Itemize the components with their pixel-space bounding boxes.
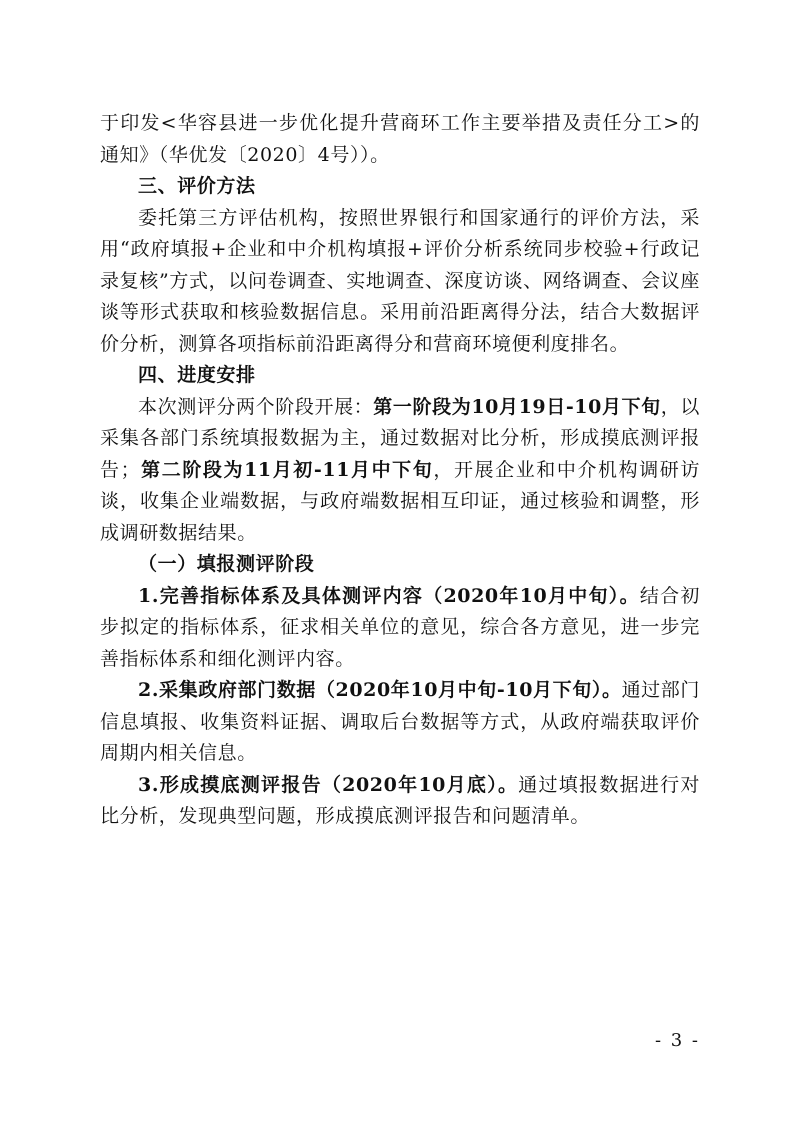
page-number: - 3 -: [654, 1030, 700, 1051]
subsection-heading-filling-stage: （一）填报测评阶段: [138, 553, 315, 575]
stage2-bold-text: 第二阶段为11月初-11月中下旬: [140, 458, 434, 481]
item-title: 3.形成摸底测评报告（2020年10月底）。: [138, 773, 519, 796]
schedule-intro-text: 本次测评分两个阶段开展：: [138, 395, 374, 418]
list-item: [100, 770, 700, 833]
schedule-paragraph: [100, 392, 700, 550]
list-item: [100, 675, 700, 770]
continuation-paragraph: 于印发<华容县进一步优化提升营商环工作主要举措及责任分工>的通知》（华优发〔2020〕4号））。: [100, 112, 700, 166]
stage1-bold-text: 第一阶段为10月19日-10月下旬: [373, 395, 661, 418]
list-item: [100, 581, 700, 676]
stage2-description: ，开展企业和中介机构调研访谈，收集企业端数据，与政府端数据相互印证，通过核验和调整，形成调研数据结果。: [100, 458, 700, 544]
item-text: 通过部门信息填报、收集资料证据、调取后台数据等方式，从政府端获取评价周期内相关信息。: [100, 679, 700, 764]
evaluation-method-paragraph: 委托第三方评估机构，按照世界银行和国家通行的评价方法，采用“政府填报+企业和中介机构填报+评价分析系统同步校验+行政记录复核”方式，以问卷调查、实地调查、深度访谈、网络调查、会议座谈等形式获取和核验数据信息。采用前沿距离得分法，结合大数据评价分析，测算各项指标前沿距离得分和营商环境便利度排名。: [100, 206, 700, 355]
item-text: 通过填报数据进行对比分析，发现典型问题，形成摸底测评报告和问题清单。: [100, 773, 701, 827]
item-title: 1.完善指标体系及具体测评内容（2020年10月中旬）。: [138, 584, 640, 607]
item-text: 结合初步拟定的指标体系，征求相关单位的意见，综合各方意见，进一步完善指标体系和细化测评内容。: [100, 584, 700, 670]
stage1-description: ，以采集各部门系统填报数据为主，通过数据对比分析，形成摸底测评报告；: [100, 395, 700, 481]
document-body: [100, 108, 700, 833]
section-heading-evaluation-method: 三、评价方法: [138, 175, 256, 197]
item-title: 2.采集政府部门数据（2020年10月中旬-10月下旬）。: [138, 679, 622, 701]
section-heading-schedule: 四、进度安排: [138, 364, 256, 386]
